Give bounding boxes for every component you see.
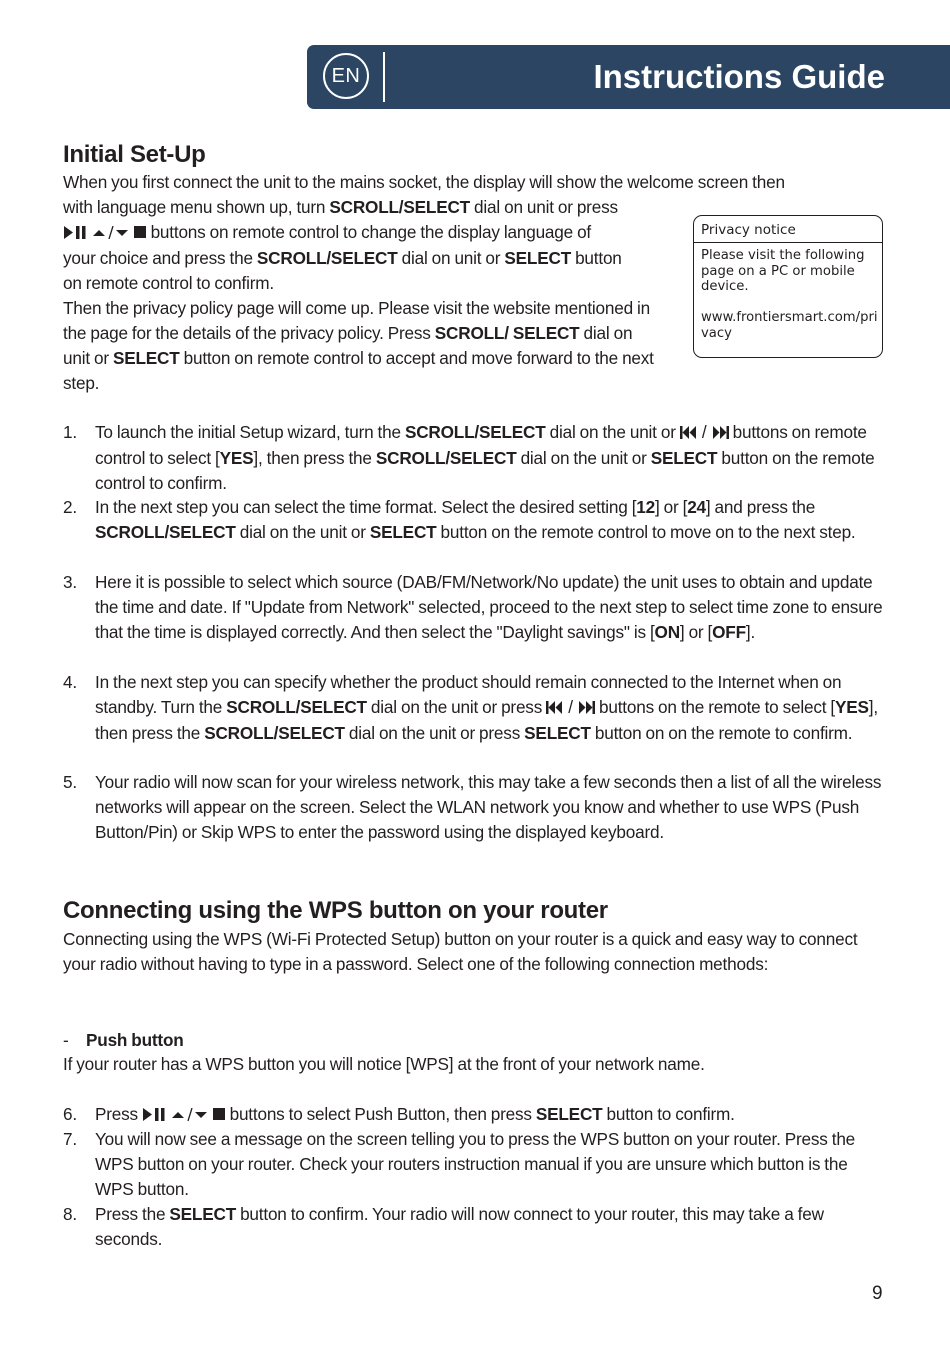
page-title: Instructions Guide: [593, 58, 885, 95]
previous-track-icon: [680, 421, 698, 446]
next-track-icon: [711, 421, 729, 446]
list-number: 1.: [63, 422, 77, 442]
list-number: 7.: [63, 1129, 77, 1149]
intro-line: on remote control to confirm.: [63, 273, 274, 293]
subheading-text: Push button: [86, 1030, 184, 1050]
header-bar: [307, 45, 950, 109]
push-button-text: If your router has a WPS button you will notice [WPS] at the front of your network name.: [63, 1054, 705, 1074]
list-number: 5.: [63, 772, 77, 792]
list-text: To launch the initial Setup wizard, turn the SCROLL/SELECT dial on the unit or / buttons on remote control to select [YES], then press the SCROLL/SELECT dial on the unit or SELECT button on the remote control to confirm.: [95, 422, 875, 493]
wps-intro: Connecting using the WPS (Wi-Fi Protected Setup) button on your router is a quick and easy way to connect your radio without having to type in a password. Select one of the following connection methods:: [63, 929, 858, 974]
up-down-icon: [171, 1103, 209, 1128]
list-number: 2.: [63, 497, 77, 517]
section-heading-wps: Connecting using the WPS button on your router: [63, 897, 608, 924]
list-text: In the next step you can specify whether the product should remain connected to the Internet when on standby. Turn the SCROLL/SELECT dial on the unit or press / buttons on the remote to select [YES], then press the SCROLL/SELECT dial on the unit or press SELECT button on on the remote to confirm.: [95, 672, 878, 743]
previous-track-icon: [546, 696, 564, 721]
intro-line: your choice and press the SCROLL/SELECT dial on unit or SELECT button: [63, 248, 622, 268]
next-track-icon: [577, 696, 595, 721]
privacy-notice-body: Please visit the following page on a PC or mobile device.: [701, 248, 865, 294]
list-number: 6.: [63, 1104, 77, 1124]
list-number: 3.: [63, 572, 77, 592]
up-down-icon: [92, 221, 130, 246]
intro-line: When you first connect the unit to the mains socket, the display will show the welcome screen then: [63, 172, 785, 192]
divider: [694, 242, 882, 243]
play-pause-icon: [63, 221, 89, 246]
stop-icon: [213, 1103, 226, 1128]
stop-icon: [134, 221, 147, 246]
list-text: You will now see a message on the screen telling you to press the WPS button on your router. Press the WPS button on your router. Check your routers instruction manual if you are unsure which button is the WPS button.: [95, 1129, 856, 1199]
privacy-paragraph: Then the privacy policy page will come up. Please visit the website mentioned in the page for the details of the privacy policy. Press SCROLL/ SELECT dial on unit or SELECT button on remote control to accept and move forward to the next step.: [63, 298, 654, 393]
page-number: 9: [872, 1283, 883, 1304]
dash: -: [63, 1030, 69, 1050]
intro-line: buttons on remote control to change the display language of: [63, 220, 658, 246]
list-text: Press the SELECT button to confirm. Your radio will now connect to your router, this may take a few seconds.: [95, 1204, 824, 1249]
list-text: Press buttons to select Push Button, then press SELECT button to confirm.: [95, 1102, 889, 1128]
list-text: In the next step you can select the time format. Select the desired setting [12] or [24] and press the SCROLL/SELECT dial on the unit or SELECT button on the remote control to move on to the next step.: [95, 497, 856, 542]
section-heading-initial-setup: Initial Set-Up: [63, 141, 206, 168]
privacy-notice-screen: [693, 215, 883, 358]
privacy-notice-title: Privacy notice: [701, 222, 796, 238]
play-pause-icon: [142, 1103, 168, 1128]
list-number: 4.: [63, 672, 77, 692]
list-text: Here it is possible to select which source (DAB/FM/Network/No update) the unit uses to obtain and update the time and date. If "Update from Network" selected, proceed to the next step to select time zone to ensure that the time is displayed correctly. And then select the "Daylight savings" is [ON] or [OFF].: [95, 572, 883, 642]
privacy-notice-url: www.frontiersmart.com/privacy: [701, 310, 878, 341]
header-divider: [383, 52, 385, 102]
intro-line: with language menu shown up, turn SCROLL/SELECT dial on unit or press: [63, 197, 618, 217]
language-badge: EN: [323, 53, 369, 99]
list-number: 8.: [63, 1204, 77, 1224]
push-button-subheading: [63, 1028, 886, 1053]
list-text: Your radio will now scan for your wireless network, this may take a few seconds then a list of all the wireless networks will appear on the screen. Select the WLAN network you know and whether to use WPS (Push Button/Pin) or Skip WPS to enter the password using the displayed keyboard.: [95, 772, 882, 842]
